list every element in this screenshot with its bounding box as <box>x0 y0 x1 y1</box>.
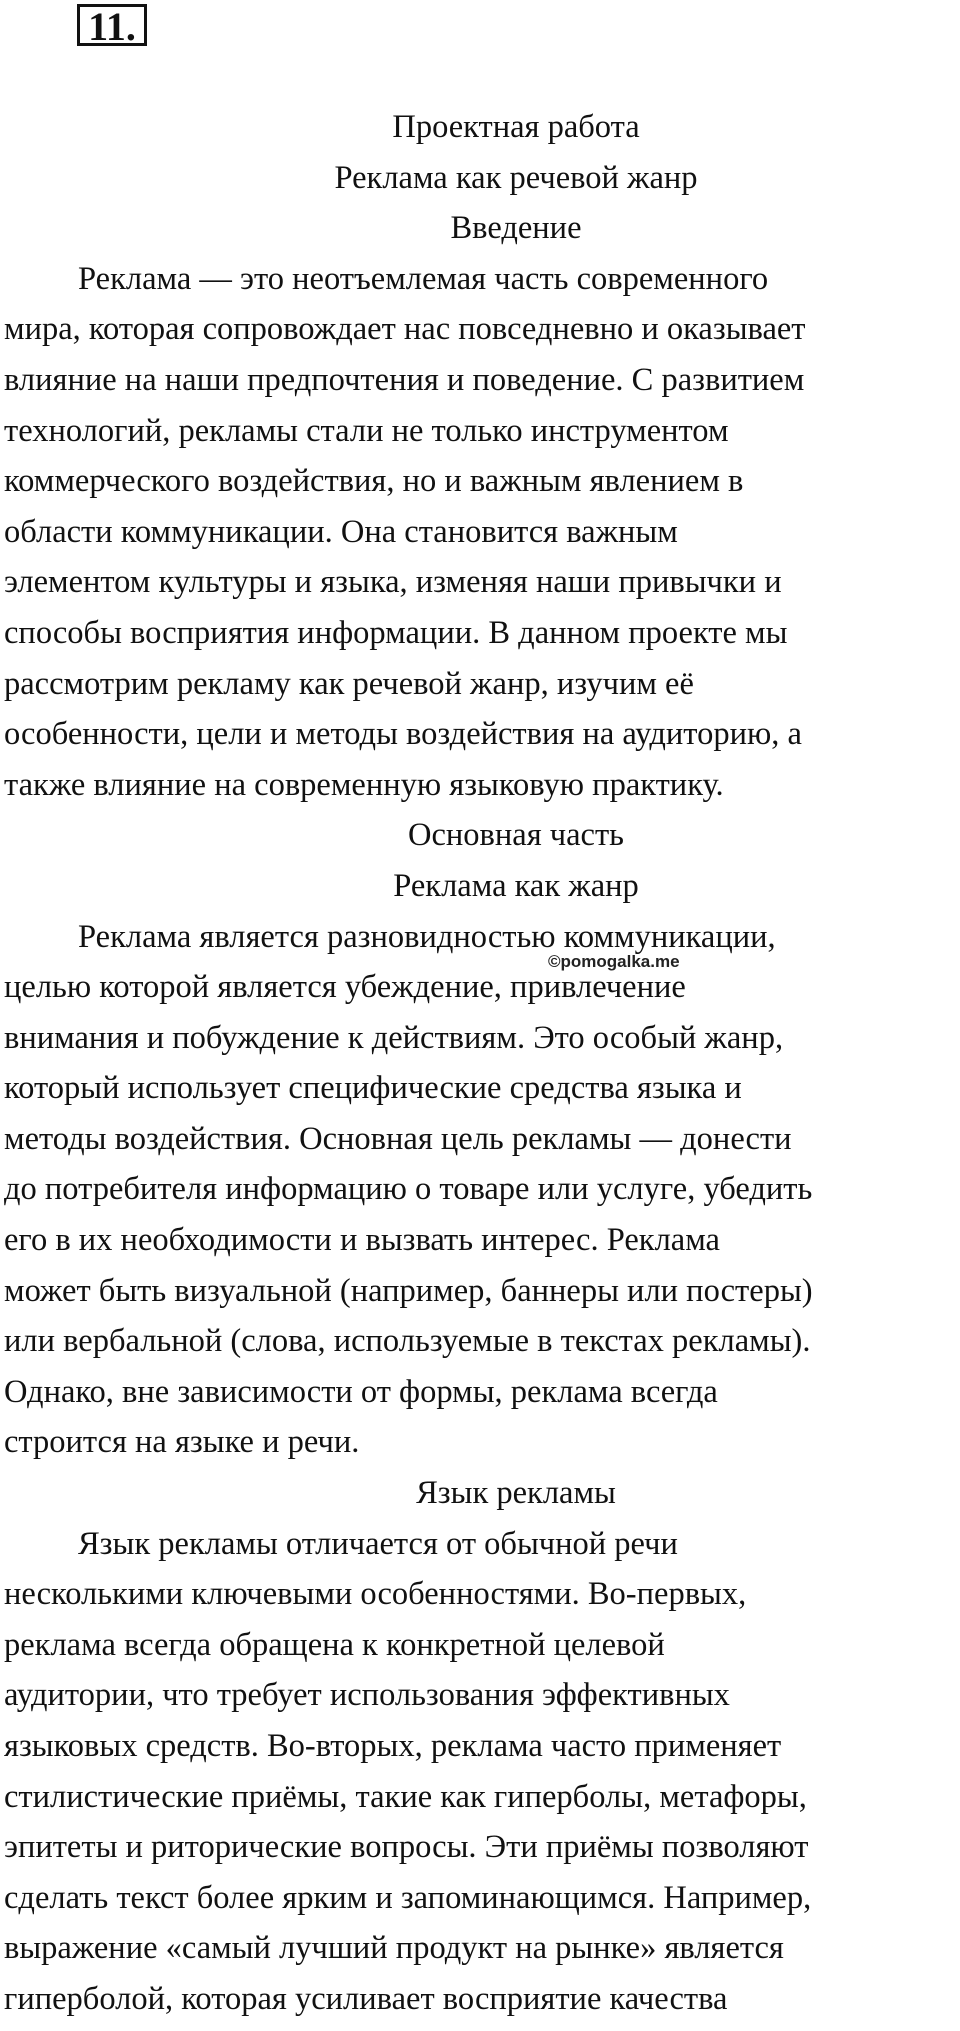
text-line: технологий, рекламы стали не только инструментом <box>4 412 729 449</box>
text-line: стилистические приёмы, такие как гиперболы, метафоры, <box>4 1778 807 1815</box>
text-line: до потребителя информацию о товаре или услуге, убедить <box>4 1171 813 1208</box>
heading-main-part: Основная часть <box>408 817 624 854</box>
paragraph-genre <box>4 912 958 1469</box>
text-line: внимания и побуждение к действиям. Это особый жанр, <box>4 1019 784 1056</box>
text-line: гиперболой, которая усиливает восприятие качества <box>4 1980 728 2017</box>
heading-advertising-as-genre: Реклама как жанр <box>393 867 639 904</box>
heading-advertising-language: Язык рекламы <box>416 1475 616 1512</box>
text-line: Язык рекламы отличается от обычной речи <box>78 1525 678 1562</box>
text-line: аудитории, что требует использования эффективных <box>4 1677 730 1714</box>
text-line: Реклама — это неотъемлемая часть современного <box>78 260 769 297</box>
text-line: методы воздействия. Основная цель рекламы — донести <box>4 1120 792 1157</box>
text-line: Реклама является разновидностью коммуникации, <box>78 918 776 955</box>
watermark-text: ©pomogalka.me <box>548 952 680 971</box>
text-line: Однако, вне зависимости от формы, реклама всегда <box>4 1373 718 1410</box>
paragraph-language <box>4 1519 958 2025</box>
text-line: реклама всегда обращена к конкретной целевой <box>4 1626 665 1663</box>
text-line: влияние на наши предпочтения и поведение. С развитием <box>4 361 805 398</box>
text-line: строится на языке и речи. <box>4 1424 360 1461</box>
document-body <box>4 102 958 2025</box>
text-line: коммерческого воздействия, но и важным явлением в <box>4 463 744 500</box>
text-line: выражение «самый лучший продукт на рынке» является <box>4 1930 784 1967</box>
heading-introduction: Введение <box>450 210 582 247</box>
text-line: способы восприятия информации. В данном проекте мы <box>4 614 788 651</box>
text-line: или вербальной (слова, используемые в текстах рекламы). <box>4 1323 811 1360</box>
text-line: его в их необходимости и вызвать интерес. Реклама <box>4 1222 720 1259</box>
text-line: может быть визуальной (например, баннеры или постеры) <box>4 1272 813 1309</box>
text-line: рассмотрим рекламу как речевой жанр, изучим её <box>4 665 694 702</box>
heading-project-title: Реклама как речевой жанр <box>334 159 698 196</box>
text-line: особенности, цели и методы воздействия на аудиторию, а <box>4 716 802 753</box>
paragraph-introduction <box>4 254 958 811</box>
task-number-box: 11. <box>77 4 147 46</box>
text-line: мира, которая сопровождает нас повседневно и оказывает <box>4 311 806 348</box>
text-line: области коммуникации. Она становится важным <box>4 513 678 550</box>
text-line: также влияние на современную языковую практику. <box>4 766 724 803</box>
text-line: эпитеты и риторические вопросы. Эти приёмы позволяют <box>4 1829 809 1866</box>
text-line: несколькими ключевыми особенностями. Во-первых, <box>4 1576 747 1613</box>
text-line: сделать текст более ярким и запоминающимся. Например, <box>4 1879 812 1916</box>
text-line: языковых средств. Во-вторых, реклама часто применяет <box>4 1728 782 1764</box>
text-line: элементом культуры и языка, изменяя наши привычки и <box>4 564 782 601</box>
text-line: целью которой является убеждение, привлечение <box>4 969 686 1006</box>
heading-project-work: Проектная работа <box>392 109 640 145</box>
text-line: который использует специфические средства языка и <box>4 1070 742 1107</box>
